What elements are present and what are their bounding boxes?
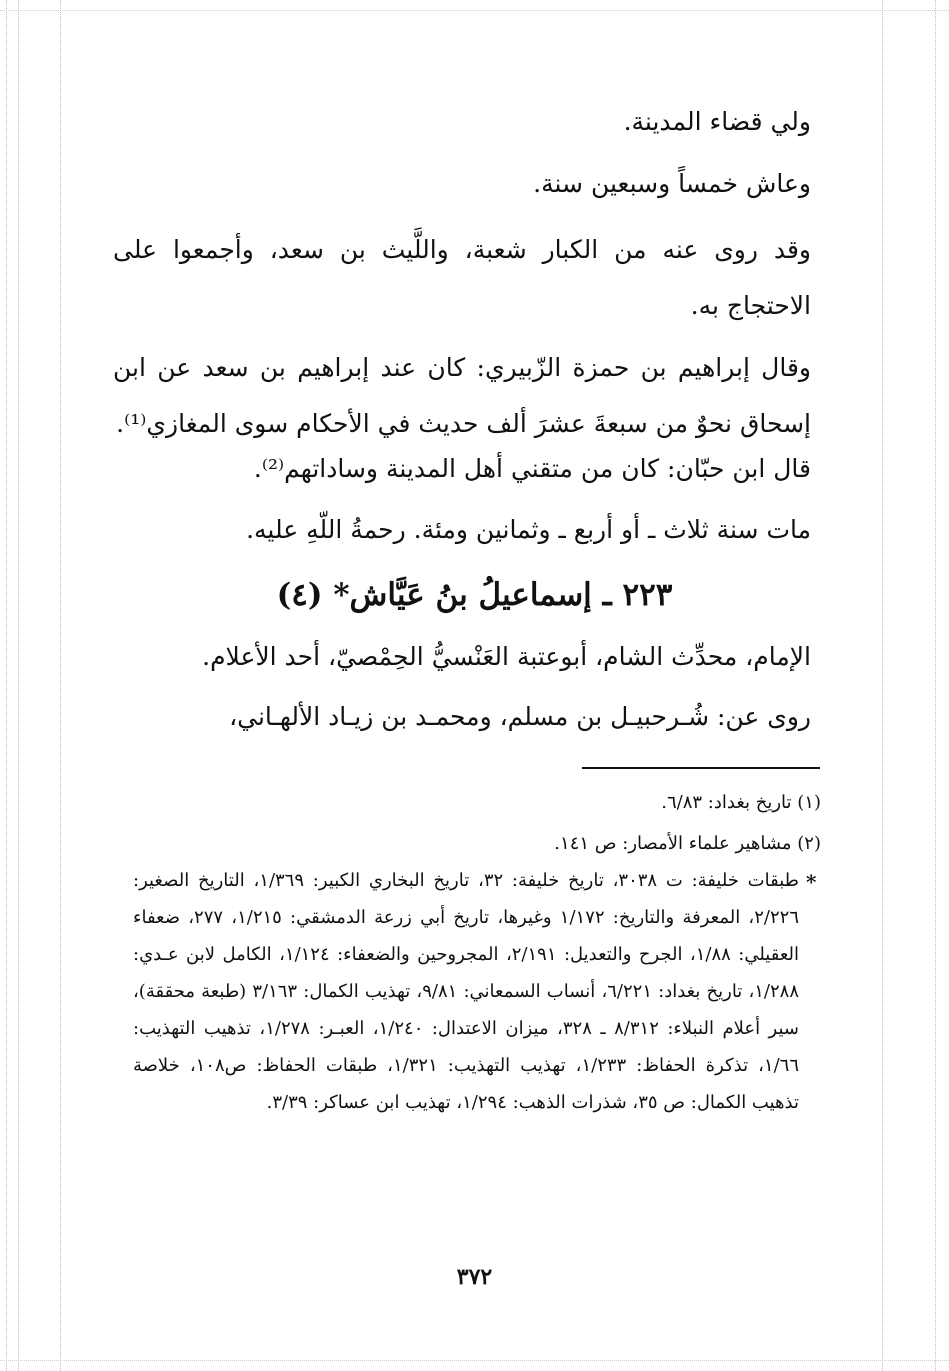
scan-guide-line — [882, 0, 883, 1371]
footnote-1: (١) تاريخ بغداد: ٦/٨٣. — [661, 792, 821, 813]
footnote-asterisk: * — [806, 870, 817, 894]
page-number: ٣٧٢ — [456, 1264, 493, 1290]
scan-guide-line — [6, 0, 7, 1371]
entry-line-1: الإمام، محدِّث الشام، أبوعتبة العَنْسيُّ الحِمْصيّ، أحد الأعلام. — [202, 642, 811, 671]
body-line-2: وعاش خمساً وسبعين سنة. — [533, 169, 811, 198]
scan-guide-line — [18, 0, 19, 1371]
body-line-1: ولي قضاء المدينة. — [623, 107, 811, 136]
footnote-separator — [582, 767, 820, 769]
scan-guide-line — [0, 10, 949, 11]
scan-guide-line — [60, 0, 61, 1371]
footnote-2: (٢) مشاهير علماء الأمصار: ص ١٤١. — [554, 833, 821, 854]
scan-guide-line — [935, 0, 936, 1371]
footnote-sources: طبقات خليفة: ت ٣٠٣٨، تاريخ خليفة: ٣٢، تاريخ البخاري الكبير: ١/٣٦٩، التاريخ الصغير: ٢/٢٢٦، المعرفة والتاريخ: ١/١٧٢ وغيرها، تاريخ أبي زرعة الدمشقي: ١/٢١٥، ٢٧٧، ضعفاء العقيلي: ١/٨٨، الجرح والتعديل: ٢/١٩١، المجروحين والضعفاء: ١/١٢٤، الكامل لابن عـدي: ١/٢٨٨، تاريخ بغداد: ٦/٢٢١، أنساب السمعاني: ٩/٨١، تهذيب الكمال: ٣/١٦٣ (طبعة محققة)، سير أعلام النبلاء: ٨/٣١٢ ـ ٣٢٨، ميزان الاعتدال: ١/٢٤٠، العبـر: ١/٢٧٨، تذهيب التهذيب: ١/٦٦، تذكرة الحفاظ: ١/٢٣٣، تهذيب التهذيب: ١/٣٢١، طبقات الحفاظ: ص١٠٨، خلاصة تذهيب الكمال: ص ٣٥، شذرات الذهب: ١/٢٩٤، تهذيب ابن عساكر: ٣/٣٩. — [133, 870, 800, 1113]
body-line-ibn-hibban: قال ابن حبّان: كان من متقني أهل المدينة وساداتهم⁽²⁾. — [253, 454, 811, 483]
scan-guide-line — [0, 1360, 949, 1361]
entry-heading: ٢٢٣ ـ إسماعيلُ بنُ عَيَّاش* (٤) — [276, 577, 673, 613]
entry-line-2: روى عن: شُـرحبيـل بن مسلم، ومحمـد بن زيـاد الألهـاني، — [229, 702, 811, 731]
paragraph-zubayri-quote: وقال إبراهيم بن حمزة الزّبيري: كان عند إبراهيم بن سعد عن ابن إسحاق نحوٌ من سبعةَ عشرَ ألف حديث في الأحكام سوى المغازي⁽¹⁾. — [113, 353, 811, 438]
paragraph-consensus: وقد روى عنه من الكبار شعبة، واللَّيث بن سعد، وأجمعوا على الاحتجاج به. — [113, 235, 811, 320]
body-line-death: مات سنة ثلاث ـ أو أربع ـ وثمانين ومئة. رحمةُ اللّهِ عليه. — [246, 515, 811, 544]
